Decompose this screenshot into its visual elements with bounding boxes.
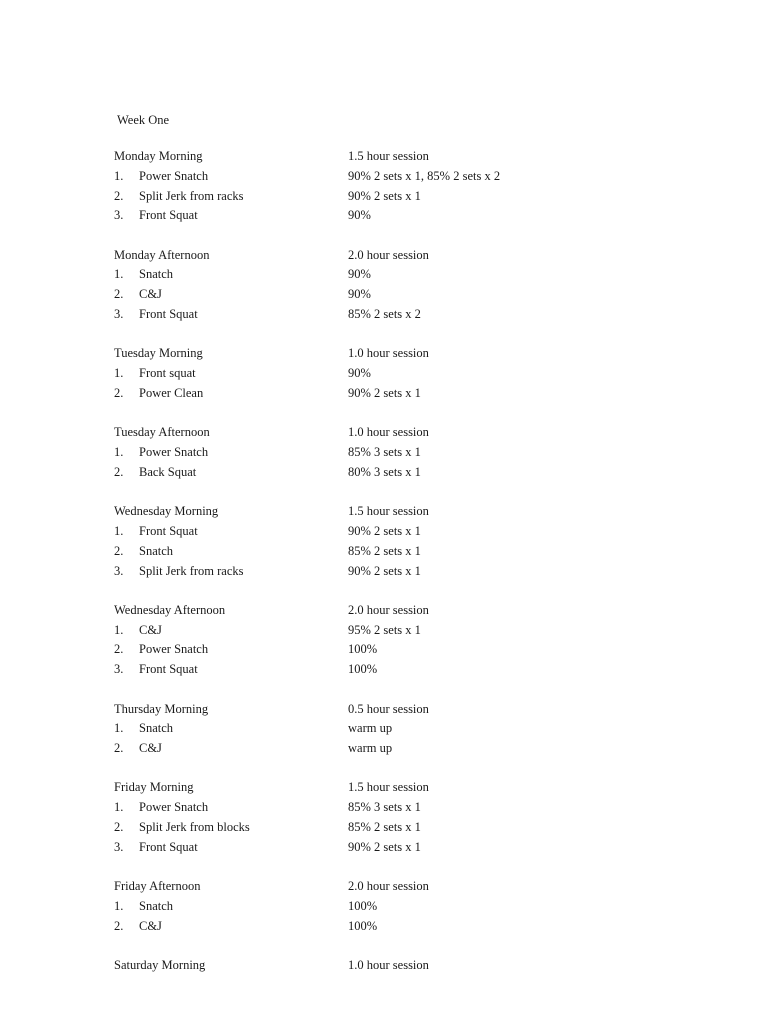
exercise-row <box>114 622 714 642</box>
exercise-row <box>114 898 714 918</box>
exercise-number: 1. <box>114 800 124 815</box>
exercise-row <box>114 207 714 227</box>
exercise-name: Power Snatch <box>139 642 209 657</box>
exercise-load: 90% <box>348 366 371 381</box>
session-name: Thursday Morning <box>114 701 209 716</box>
exercise-row <box>114 720 714 740</box>
session-duration: 1.0 hour session <box>348 958 429 972</box>
session-header <box>114 247 714 267</box>
session-header <box>114 779 714 799</box>
session-name: Tuesday Morning <box>114 346 203 361</box>
exercise-row <box>114 543 714 563</box>
session-duration: 1.0 hour session <box>348 425 429 440</box>
session-name: Wednesday Morning <box>114 504 219 519</box>
exercise-row <box>114 799 714 819</box>
exercise-load: 90% 2 sets x 1 <box>348 385 421 400</box>
exercise-row <box>114 286 714 306</box>
exercise-load: 85% 3 sets x 1 <box>348 445 421 460</box>
session-duration: 1.5 hour session <box>348 780 429 795</box>
exercise-number: 1. <box>114 898 124 913</box>
exercise-row <box>114 464 714 484</box>
exercise-load: 90% 2 sets x 1 <box>348 839 421 854</box>
session-header <box>114 878 714 898</box>
exercise-row <box>114 740 714 760</box>
session-block <box>114 247 714 326</box>
exercise-load: 90% <box>348 287 371 302</box>
exercise-row <box>114 385 714 405</box>
exercise-number: 1. <box>114 445 124 460</box>
exercise-number: 2. <box>114 820 124 835</box>
exercise-load: 100% <box>348 642 378 657</box>
exercise-number: 2. <box>114 188 124 203</box>
exercise-row <box>114 918 714 938</box>
exercise-name: Split Jerk from blocks <box>139 820 250 835</box>
session-block <box>114 878 714 937</box>
session-duration: 1.5 hour session <box>348 504 429 519</box>
session-block <box>114 957 714 977</box>
exercise-name: C&J <box>139 741 162 756</box>
exercise-row <box>114 444 714 464</box>
session-header <box>114 701 714 721</box>
session-header <box>114 424 714 444</box>
exercise-name: Front squat <box>139 366 196 381</box>
session-name: Wednesday Afternoon <box>114 602 226 617</box>
exercise-load: warm up <box>348 741 393 756</box>
exercise-name: Split Jerk from racks <box>139 563 244 578</box>
exercise-load: 100% <box>348 898 378 913</box>
exercise-name: C&J <box>139 287 162 302</box>
exercise-load: 80% 3 sets x 1 <box>348 464 421 479</box>
exercise-name: Split Jerk from racks <box>139 188 244 203</box>
exercise-name: Snatch <box>139 721 174 736</box>
exercise-name: Front Squat <box>139 208 198 223</box>
exercise-row <box>114 188 714 208</box>
session-block <box>114 779 714 858</box>
exercise-number: 3. <box>114 563 124 578</box>
exercise-name: Power Clean <box>139 385 204 400</box>
exercise-number: 2. <box>114 385 124 400</box>
exercise-load: 100% <box>348 918 378 933</box>
exercise-number: 2. <box>114 464 124 479</box>
exercise-name: C&J <box>139 918 162 933</box>
exercise-row <box>114 819 714 839</box>
exercise-name: Front Squat <box>139 307 198 322</box>
exercise-name: Front Squat <box>139 839 198 854</box>
session-duration: 2.0 hour session <box>348 247 429 262</box>
exercise-number: 3. <box>114 307 124 322</box>
exercise-number: 1. <box>114 721 124 736</box>
exercise-number: 2. <box>114 741 124 756</box>
session-block <box>114 602 714 681</box>
exercise-row <box>114 523 714 543</box>
session-name: Friday Afternoon <box>114 879 201 894</box>
session-duration: 1.5 hour session <box>348 149 429 163</box>
exercise-load: 90% 2 sets x 1 <box>348 563 421 578</box>
exercise-load: 85% 2 sets x 1 <box>348 820 421 835</box>
exercise-number: 3. <box>114 208 124 223</box>
session-header <box>114 602 714 622</box>
exercise-row <box>114 563 714 583</box>
session-name: Friday Morning <box>114 780 194 795</box>
exercise-load: 90% 2 sets x 1, 85% 2 sets x 2 <box>348 168 501 183</box>
exercise-name: Front Squat <box>139 523 198 538</box>
exercise-number: 3. <box>114 839 124 854</box>
session-duration: 2.0 hour session <box>348 879 429 894</box>
session-name: Saturday Morning <box>114 958 206 972</box>
exercise-name: Snatch <box>139 898 174 913</box>
exercise-load: 90% <box>348 267 371 282</box>
exercise-number: 1. <box>114 267 124 282</box>
exercise-number: 3. <box>114 662 124 677</box>
session-name: Monday Afternoon <box>114 247 210 262</box>
session-block <box>114 701 714 760</box>
exercise-number: 2. <box>114 287 124 302</box>
exercise-number: 2. <box>114 543 124 558</box>
session-header <box>114 345 714 365</box>
exercise-name: Back Squat <box>139 464 197 479</box>
week-title: Week One <box>117 113 170 127</box>
exercise-number: 1. <box>114 168 124 183</box>
exercise-row <box>114 641 714 661</box>
exercise-row <box>114 306 714 326</box>
session-header <box>114 957 714 977</box>
session-duration: 0.5 hour session <box>348 701 429 716</box>
exercise-row <box>114 839 714 859</box>
exercise-load: 90% 2 sets x 1 <box>348 523 421 538</box>
session-header <box>114 503 714 523</box>
exercise-number: 2. <box>114 642 124 657</box>
session-duration: 2.0 hour session <box>348 602 429 617</box>
session-name: Tuesday Afternoon <box>114 425 210 440</box>
exercise-row <box>114 365 714 385</box>
session-block <box>114 503 714 582</box>
session-block <box>114 148 714 227</box>
exercise-load: 90% <box>348 208 371 223</box>
exercise-number: 2. <box>114 918 124 933</box>
exercise-load: 100% <box>348 662 378 677</box>
exercise-row <box>114 661 714 681</box>
session-list <box>114 148 714 996</box>
exercise-number: 1. <box>114 523 124 538</box>
exercise-name: Snatch <box>139 267 174 282</box>
session-block <box>114 345 714 404</box>
exercise-load: warm up <box>348 721 393 736</box>
exercise-load: 90% 2 sets x 1 <box>348 188 421 203</box>
session-header <box>114 148 714 168</box>
exercise-number: 1. <box>114 366 124 381</box>
exercise-number: 1. <box>114 622 124 637</box>
exercise-load: 85% 2 sets x 2 <box>348 307 421 322</box>
exercise-load: 85% 2 sets x 1 <box>348 543 421 558</box>
exercise-name: C&J <box>139 622 162 637</box>
exercise-name: Power Snatch <box>139 445 209 460</box>
session-duration: 1.0 hour session <box>348 346 429 361</box>
exercise-row <box>114 266 714 286</box>
exercise-name: Power Snatch <box>139 800 209 815</box>
session-name: Monday Morning <box>114 149 203 163</box>
session-block <box>114 424 714 483</box>
exercise-load: 85% 3 sets x 1 <box>348 800 421 815</box>
exercise-name: Snatch <box>139 543 174 558</box>
exercise-name: Power Snatch <box>139 168 209 183</box>
exercise-name: Front Squat <box>139 662 198 677</box>
exercise-row <box>114 168 714 188</box>
exercise-load: 95% 2 sets x 1 <box>348 622 421 637</box>
